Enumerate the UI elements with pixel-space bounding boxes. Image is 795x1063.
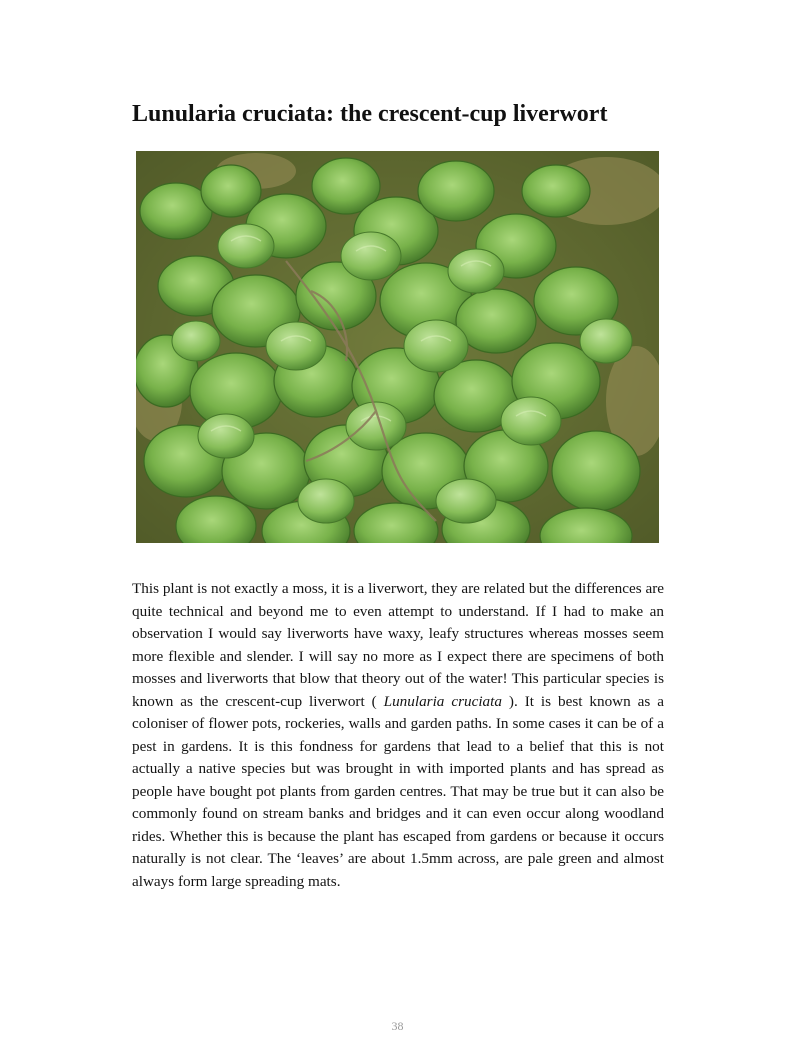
liverwort-photo-illustration [136, 151, 659, 543]
species-name-italic: Lunularia cruciata [383, 692, 502, 710]
liverwort-photo [136, 151, 659, 543]
page-title: Lunularia cruciata: the crescent-cup liverwort [132, 101, 608, 127]
page-number: 38 [391, 1019, 404, 1033]
description-part-1: This plant is not exactly a moss, it is a liverwort, they are related but the differences are quite technical and beyond me to even attempt to understand. If I had to make an observation I would say liverworts have waxy, leafy structures whereas mosses seem more flexible and slender. I will say no more as I expect there are specimens of both mosses and liverworts that blow that theory out of the water! This particular species is known as the crescent-cup liverwort ( [132, 580, 664, 710]
description-paragraph [132, 578, 664, 893]
description-part-2: ). It is best known as a coloniser of flower pots, rockeries, walls and garden paths. In some cases it can be of a pest in gardens. It is this fondness for gardens that lead to a belief that this is not actually a native species but was brought in with imported plants and has spread as people have bought pot plants from garden centres. That may be true but it can also be commonly found on stream banks and bridges and it can even occur along woodland rides. Whether this is because the plant has escaped from gardens or because it occurs naturally is not clear. The ‘leaves’ are about 1.5mm across, are pale green and almost always form large spreading mats. [132, 692, 664, 890]
